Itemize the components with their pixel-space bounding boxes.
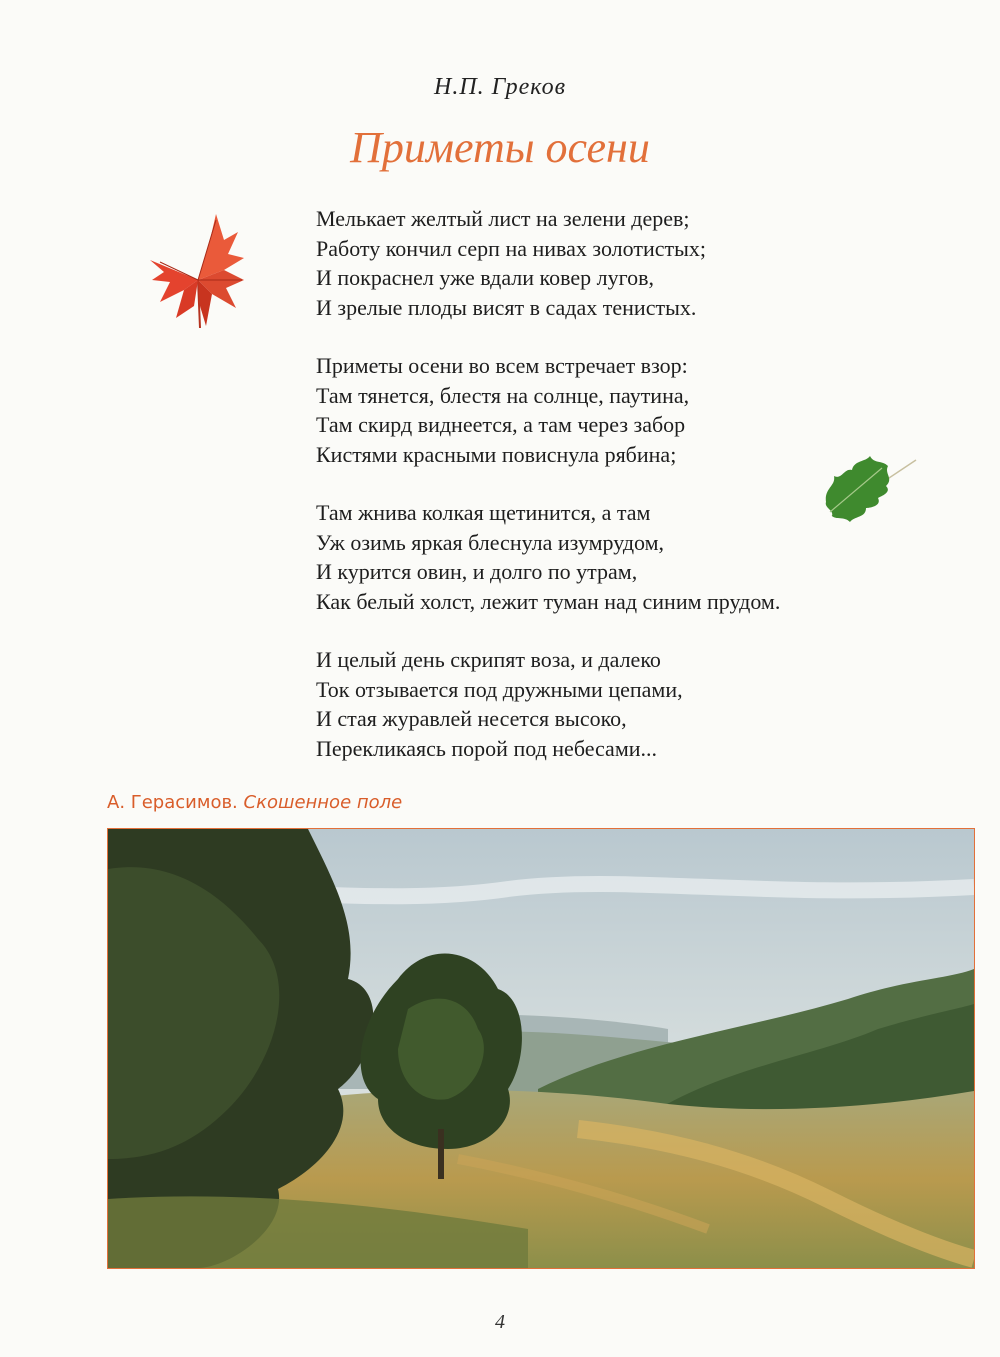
poem-line: Перекликаясь порой под небесами... (316, 735, 658, 761)
painting-title: Скошенное поле (243, 792, 403, 813)
poem-line: Мелькает желтый лист на зелени дерев; (316, 206, 690, 231)
poem-line: Кистями красными повиснула рябина; (316, 441, 677, 467)
painting-caption (107, 792, 402, 813)
poem-line: Там тянется, блестя на солнце, паутина, (316, 382, 690, 408)
poem-line: Как белый холст, лежит туман над синим прудом. (316, 588, 781, 614)
author-name: Н.П. Греков (433, 74, 567, 100)
poem-line: И покраснел уже вдали ковер лугов, (316, 265, 654, 290)
poem-stanza (316, 645, 936, 763)
poem-line: Уж озимь яркая блеснула изумрудом, (316, 529, 665, 555)
red-maple-leaf-icon (140, 210, 252, 332)
poem-line: Приметы осени во всем встречает взор: (316, 353, 688, 378)
poem-line: И стая журавлей несется высоко, (316, 706, 627, 731)
poem-line: Там жнива колкая щетинится, а там (316, 500, 651, 525)
poem-line: Там скирд виднеется, а там через забор (316, 412, 686, 437)
poem-line: И целый день скрипят воза, и далеко (316, 647, 661, 672)
landscape-painting (107, 828, 975, 1269)
poem-stanza (316, 204, 936, 322)
page-number: 4 (495, 1311, 505, 1333)
poem-line: И зрелые плоды висят в садах тенистых. (316, 294, 697, 320)
poem-stanza (316, 498, 936, 616)
poem-line: Ток отзывается под дружными цепами, (316, 676, 683, 702)
painting-artist: А. Герасимов. (107, 792, 238, 813)
poem-line: Работу кончил серп на нивах золотистых; (316, 235, 707, 261)
landscape-painting-image (108, 829, 974, 1268)
poem-line: И курится овин, и долго по утрам, (316, 559, 638, 584)
poem-title: Приметы осени (350, 123, 650, 172)
poem-stanza (316, 351, 936, 469)
poem-body (316, 204, 936, 792)
